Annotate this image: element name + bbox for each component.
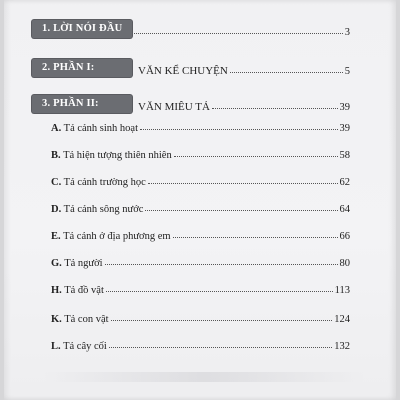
page-number: 80 (339, 258, 350, 269)
subsection-letter: H. (51, 285, 62, 296)
subsection-letter: L. (51, 341, 61, 352)
dot-leader (230, 71, 343, 73)
book-page (4, 0, 396, 400)
section-title: VĂN MIÊU TẢ (138, 101, 210, 113)
subsection-title: Tả con vật (64, 314, 109, 325)
toc-subsection (51, 204, 350, 215)
subsection-title: Tả hiện tượng thiên nhiên (63, 150, 172, 161)
subsection-letter: D. (51, 204, 62, 215)
page-number: 124 (334, 314, 350, 325)
section-badge: 3. PHẦN II: (32, 95, 132, 113)
toc-subsection (51, 258, 350, 269)
dot-leader (173, 236, 338, 238)
toc-section-preface (32, 20, 350, 38)
subsection-letter: C. (51, 177, 62, 188)
toc-subsection (51, 285, 350, 296)
section-badge: 2. PHẦN I: (32, 59, 132, 77)
toc-subsection (51, 123, 350, 134)
toc-subsection (51, 341, 350, 352)
dot-leader (140, 128, 337, 130)
page-number: 58 (339, 150, 350, 161)
subsection-title: Tả cây cối (63, 341, 107, 352)
subsection-title: Tả đồ vật (64, 285, 104, 296)
page-number: 62 (339, 177, 350, 188)
page-number: 3 (344, 27, 350, 38)
toc-subsection (51, 150, 350, 161)
toc-subsection (51, 231, 350, 242)
dot-leader (111, 319, 333, 321)
dot-leader (174, 155, 338, 157)
subsection-letter: B. (51, 150, 61, 161)
page-number: 39 (339, 102, 350, 113)
page-number: 66 (339, 231, 350, 242)
subsection-title: Tả người (64, 258, 103, 269)
subsection-letter: K. (51, 314, 62, 325)
dot-leader (109, 346, 332, 348)
subsection-letter: G. (51, 258, 62, 269)
subsection-title: Tả cảnh sinh hoạt (63, 123, 139, 134)
page-number: 5 (344, 66, 350, 77)
subsection-title: Tả cảnh trường học (63, 177, 146, 188)
toc-section-descriptive (32, 95, 350, 113)
dot-leader (105, 263, 338, 265)
page-number: 132 (334, 341, 350, 352)
subsection-title: Tả cảnh sông nước (63, 204, 144, 215)
toc-section-narrative (32, 59, 350, 77)
dot-leader (106, 290, 333, 292)
page-number: 39 (339, 123, 350, 134)
subsection-title: Tả cảnh ở địa phương em (63, 231, 171, 242)
section-title: VĂN KỂ CHUYỆN (138, 65, 228, 77)
page-number: 113 (334, 285, 350, 296)
toc-subsection (51, 177, 350, 188)
bleed-through-shadow (44, 372, 364, 382)
dot-leader (212, 107, 338, 109)
section-badge: 1. LỜI NÓI ĐẦU (32, 20, 132, 38)
page-number: 64 (339, 204, 350, 215)
toc-subsection (51, 314, 350, 325)
dot-leader (148, 182, 338, 184)
dot-leader (134, 32, 342, 34)
dot-leader (145, 209, 337, 211)
subsection-letter: A. (51, 123, 62, 134)
subsection-letter: E. (51, 231, 61, 242)
